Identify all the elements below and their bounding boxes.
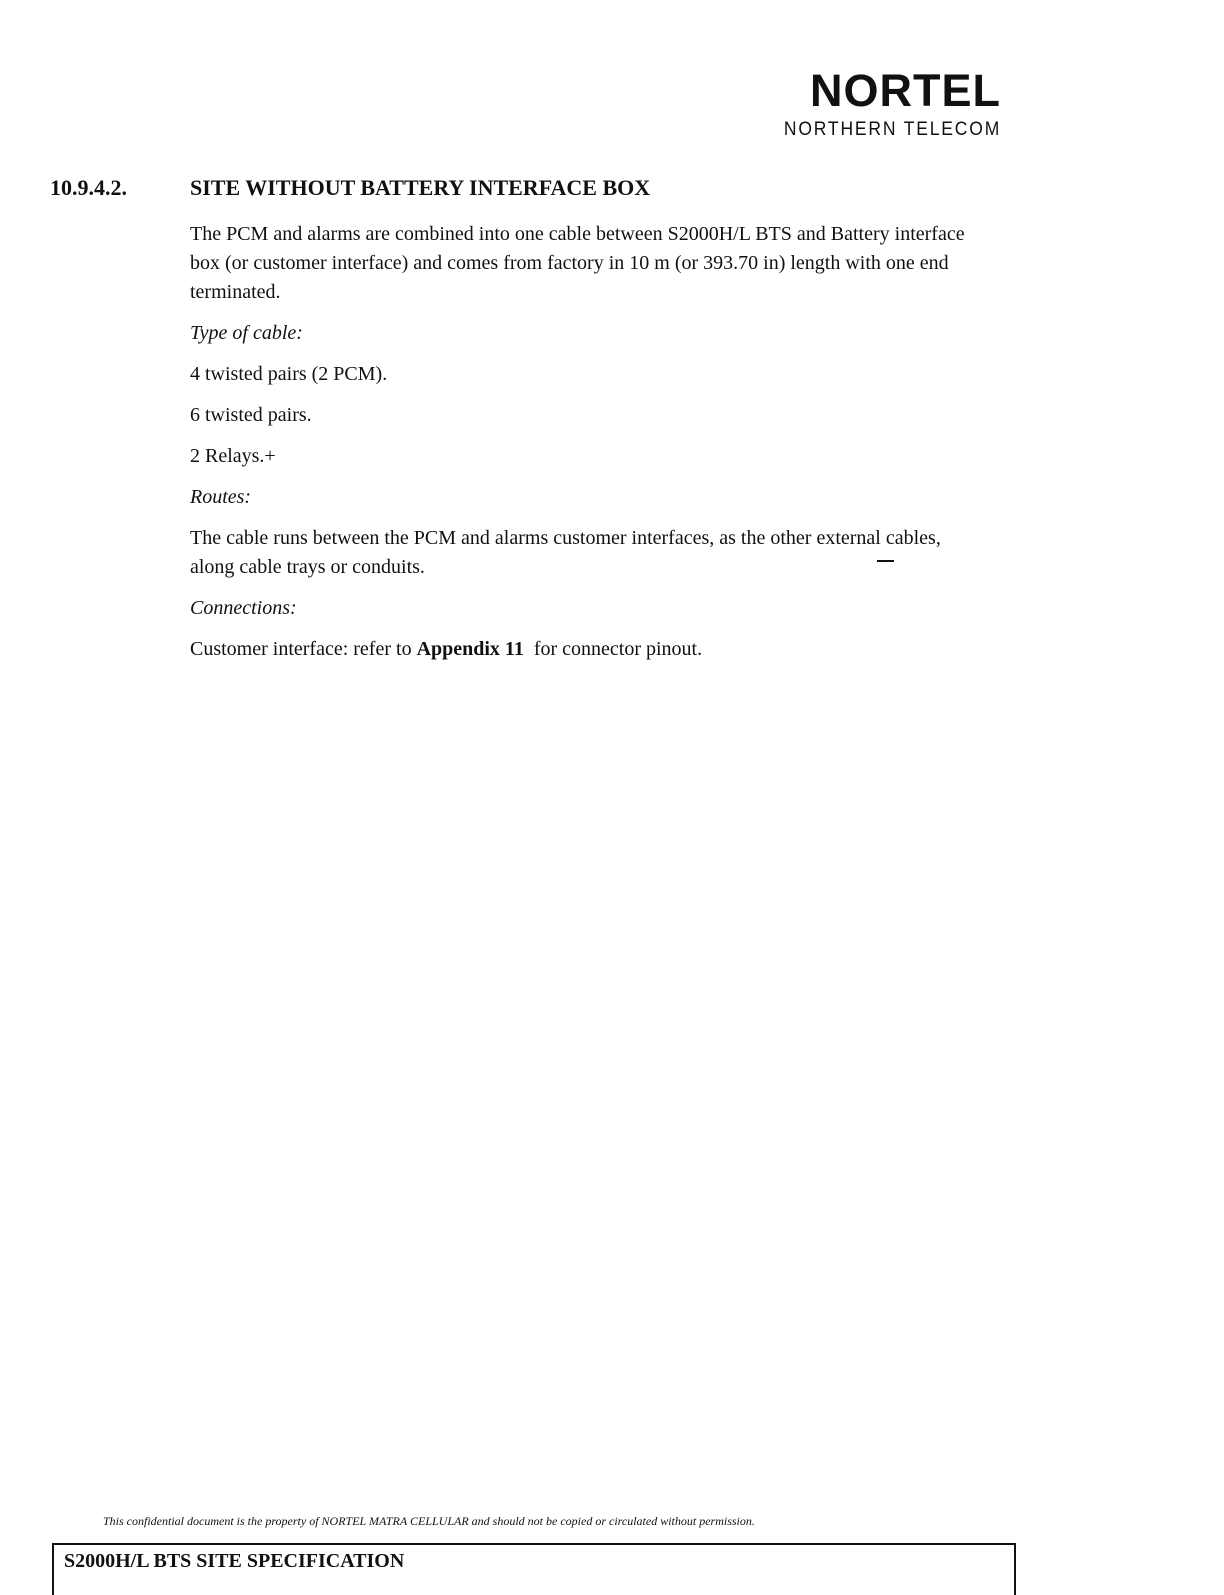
section-body: [190, 220, 980, 676]
connections-prefix: Customer interface: refer to: [190, 638, 417, 660]
section-number: 10.9.4.2.: [50, 175, 127, 200]
nortel-logo: [765, 65, 1001, 141]
type-item-1: 4 twisted pairs (2 PCM).: [190, 363, 388, 385]
dash-mark: [877, 560, 894, 562]
type-item-2: 6 twisted pairs.: [190, 404, 312, 426]
type-item-3: 2 Relays.+: [190, 445, 276, 467]
logo-subtitle: NORTHERN TELECOM: [783, 119, 1001, 140]
confidentiality-note: This confidential document is the property of NORTEL MATRA CELLULAR and should not be copied or circulated without permission.: [103, 1514, 755, 1528]
type-heading: Type of cable:: [190, 322, 303, 344]
routes-heading: Routes:: [190, 486, 252, 508]
logo-wordmark: NORTEL: [810, 65, 1001, 116]
routes-paragraph: The cable runs between the PCM and alarms customer interfaces, as the other external cables, along cable trays or conduits.: [190, 527, 941, 578]
intro-paragraph: The PCM and alarms are combined into one cable between S2000H/L BTS and Battery interface box (or customer interface) and comes from factory in 10 m (or 393.70 in) length with one end terminated.: [190, 223, 965, 303]
connections-suffix: for connector pinout.: [523, 638, 703, 660]
connections-paragraph: [190, 635, 980, 664]
footer-box: [52, 1543, 1016, 1595]
appendix-reference: Appendix 11: [416, 638, 524, 660]
connections-heading: Connections:: [190, 597, 297, 619]
section-title: SITE WITHOUT BATTERY INTERFACE BOX: [190, 175, 651, 200]
document-title: S2000H/L BTS SITE SPECIFICATION: [64, 1550, 405, 1572]
